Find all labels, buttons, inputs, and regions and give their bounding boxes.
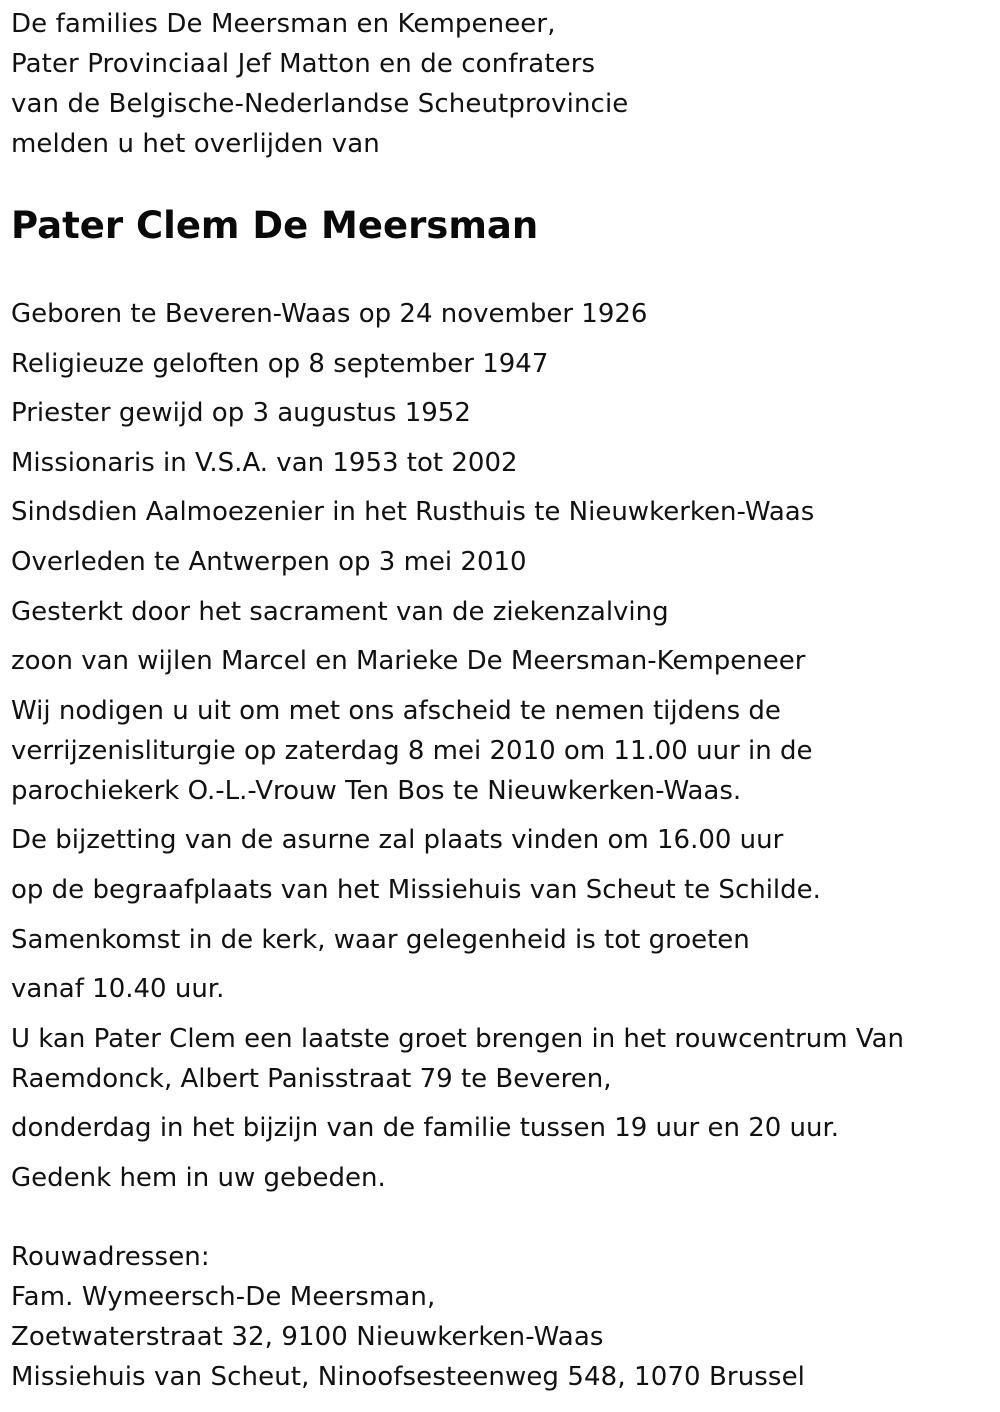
address-line: Fam. Wymeersch-De Meersman, bbox=[11, 1282, 436, 1312]
detail-item bbox=[11, 542, 904, 582]
detail-line: Samenkomst in de kerk, waar gelegenheid is tot groeten bbox=[11, 924, 750, 955]
mourning-addresses bbox=[11, 1237, 805, 1397]
detail-item bbox=[11, 294, 904, 334]
biography-details bbox=[11, 294, 904, 1208]
detail-line: Religieuze geloften op 8 september 1947 bbox=[11, 348, 549, 379]
detail-line: Gedenk hem in uw gebeden. bbox=[11, 1162, 386, 1193]
detail-line: Missionaris in V.S.A. van 1953 tot 2002 bbox=[11, 447, 518, 478]
intro-paragraph bbox=[11, 4, 628, 164]
detail-item bbox=[11, 641, 904, 681]
detail-item bbox=[11, 870, 904, 910]
detail-line: parochiekerk O.-L.-Vrouw Ten Bos te Nieuwkerken-Waas. bbox=[11, 775, 742, 806]
detail-item bbox=[11, 969, 904, 1009]
detail-item bbox=[11, 592, 904, 632]
detail-line: Geboren te Beveren-Waas op 24 november 1926 bbox=[11, 299, 648, 329]
detail-line: vanaf 10.40 uur. bbox=[11, 974, 225, 1005]
detail-item bbox=[11, 920, 904, 960]
detail-item bbox=[11, 492, 904, 532]
detail-item bbox=[11, 443, 904, 483]
address-line: Missiehuis van Scheut, Ninoofsesteenweg 548, 1070 Brussel bbox=[11, 1362, 806, 1392]
detail-line: op de begraafplaats van het Missiehuis van Scheut te Schilde. bbox=[11, 874, 821, 905]
intro-line: melden u het overlijden van bbox=[11, 129, 380, 159]
address-line: Zoetwaterstraat 32, 9100 Nieuwkerken-Waas bbox=[11, 1322, 604, 1352]
deceased-name: Pater Clem De Meersman bbox=[11, 204, 539, 247]
detail-item bbox=[11, 344, 904, 384]
detail-item bbox=[11, 1158, 904, 1198]
detail-line: donderdag in het bijzijn van de familie tussen 19 uur en 20 uur. bbox=[11, 1113, 840, 1144]
detail-item bbox=[11, 691, 904, 811]
addresses-heading: Rouwadressen: bbox=[11, 1242, 210, 1272]
intro-line: De families De Meersman en Kempeneer, bbox=[11, 9, 556, 39]
detail-line: U kan Pater Clem een laatste groet brengen in het rouwcentrum Van bbox=[11, 1023, 905, 1054]
intro-line: Pater Provinciaal Jef Matton en de confraters bbox=[11, 49, 596, 79]
detail-line: verrijzenisliturgie op zaterdag 8 mei 2010 om 11.00 uur in de bbox=[11, 735, 813, 766]
detail-item bbox=[11, 1108, 904, 1148]
detail-line: De bijzetting van de asurne zal plaats vinden om 16.00 uur bbox=[11, 825, 784, 856]
detail-item bbox=[11, 393, 904, 433]
detail-line: Raemdonck, Albert Panisstraat 79 te Beveren, bbox=[11, 1063, 612, 1094]
intro-line: van de Belgische-Nederlandse Scheutprovincie bbox=[11, 89, 629, 119]
detail-line: Overleden te Antwerpen op 3 mei 2010 bbox=[11, 546, 527, 577]
detail-item bbox=[11, 1019, 904, 1099]
detail-line: Gesterkt door het sacrament van de ziekenzalving bbox=[11, 596, 669, 627]
detail-line: zoon van wijlen Marcel en Marieke De Meersman-Kempeneer bbox=[11, 646, 806, 677]
detail-line: Sindsdien Aalmoezenier in het Rusthuis te Nieuwkerken-Waas bbox=[11, 497, 815, 528]
detail-line: Priester gewijd op 3 augustus 1952 bbox=[11, 398, 471, 429]
detail-item bbox=[11, 820, 904, 860]
detail-line: Wij nodigen u uit om met ons afscheid te nemen tijdens de bbox=[11, 695, 781, 726]
